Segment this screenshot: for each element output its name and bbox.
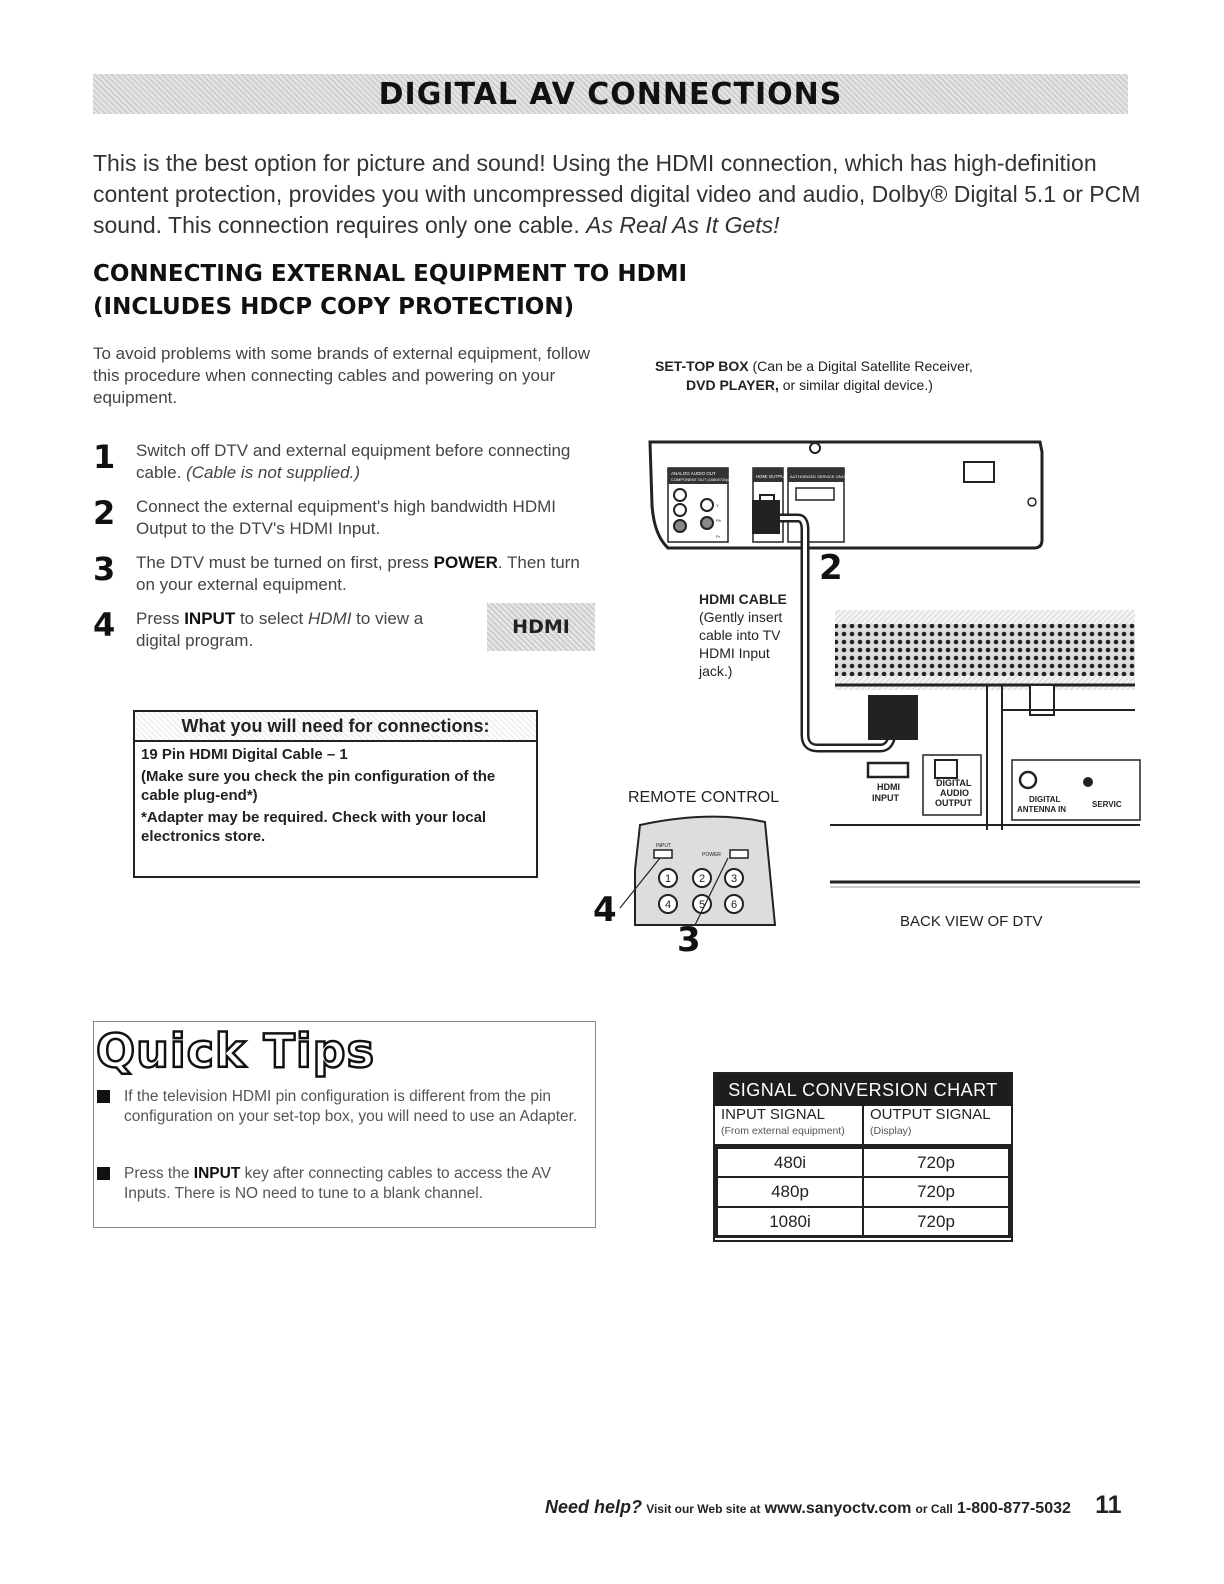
screw-icon — [810, 443, 820, 453]
section-title-line2: (INCLUDES HDCP COPY PROTECTION) — [93, 294, 575, 320]
chart-col-input-sub: (From external equipment) — [721, 1125, 845, 1137]
back-view-caption: BACK VIEW OF DTV — [900, 913, 1043, 930]
hdmi-cable-note-4: jack.) — [699, 663, 733, 679]
step-number: 2 — [93, 494, 116, 532]
requirement-cable: 19 Pin HDMI Digital Cable – 1 — [141, 746, 348, 763]
hdmi-cable-title: HDMI CABLE — [699, 591, 787, 607]
stb-y-label: Y — [716, 503, 719, 508]
page-number: 11 — [1095, 1491, 1122, 1519]
table-row — [718, 1178, 1008, 1205]
chart-col-output-sub: (Display) — [870, 1125, 912, 1137]
footer-need-help: Need help? — [545, 1497, 643, 1517]
table-cell: 720p — [864, 1178, 1008, 1205]
table-cell: 1080i — [718, 1208, 862, 1235]
table-row — [718, 1208, 1008, 1235]
requirements-title: What you will need for connections: — [135, 712, 536, 742]
section-title — [93, 258, 793, 324]
tv-antenna-label-2: ANTENNA IN — [1017, 805, 1067, 814]
intro-tagline: As Real As It Gets! — [586, 212, 780, 238]
tv-audio-label-3: OUTPUT — [935, 798, 972, 808]
stb-audio-jack — [674, 489, 686, 501]
tip-2-post: key after connecting cables to access the AV Inputs. There is NO need to tune to a blank channel. — [124, 1165, 552, 1202]
signal-conversion-chart — [713, 1072, 1013, 1242]
stb-component-label: COMPONENT OUT (1080i/720p/480p) — [671, 477, 740, 482]
screw-icon — [1028, 498, 1036, 506]
footer-phone-number: 1-800-877-5032 — [957, 1500, 1071, 1517]
chart-col-output-label: OUTPUT SIGNAL — [870, 1106, 991, 1123]
settop-box-label — [655, 357, 1055, 375]
step-text: Connect the external equipment's high bandwidth HDMI Output to the DTV's HDMI Input. — [136, 497, 556, 538]
step-1-note: (Cable is not supplied.) — [186, 463, 360, 482]
tip-2-key: INPUT — [193, 1165, 241, 1182]
stb-video-jack — [701, 499, 713, 511]
tip-1-text: If the television HDMI pin configuration is different from the pin configuration on your set-top box, you will need to use an Adapter. — [124, 1088, 578, 1125]
tv-audio-label-1: DIGITAL — [936, 778, 972, 788]
connection-requirements-box — [133, 710, 538, 878]
callout-step-4: 4 — [593, 890, 617, 930]
quick-tips-title: Quick Tips — [96, 1024, 375, 1078]
chart-body — [715, 1146, 1011, 1238]
dvd-player-note: or similar digital device.) — [782, 377, 933, 393]
stb-pr-label: Pr — [716, 534, 720, 539]
tv-optical-port — [935, 760, 957, 778]
bullet-icon — [97, 1167, 110, 1180]
tv-antenna-label-1: DIGITAL — [1029, 795, 1061, 804]
stb-hdmi-output-label: HDMI OUTPUT — [756, 474, 788, 479]
callout-step-3: 3 — [677, 920, 701, 960]
stb-audio-jack — [674, 504, 686, 516]
tip-2-pre: Press the — [124, 1165, 190, 1182]
stb-video-jack — [701, 517, 713, 529]
step-number: 4 — [93, 606, 116, 644]
remote-input-button — [654, 850, 672, 858]
tv-hdmi-label-2: INPUT — [872, 793, 899, 803]
tv-antenna-port — [1020, 772, 1036, 788]
step-number: 3 — [93, 550, 116, 588]
stb-service-label: AUTHORIZED SERVICE ONLY — [790, 474, 847, 479]
footer-visit-text: Visit our Web site at — [646, 1502, 761, 1516]
table-cell: 720p — [864, 1208, 1008, 1235]
remote-control-label: REMOTE CONTROL — [628, 789, 780, 806]
section-title-line1: CONNECTING EXTERNAL EQUIPMENT TO HDMI — [93, 261, 688, 287]
tv-hdmi-label-1: HDMI — [877, 782, 900, 792]
remote-key-5-label: 5 — [698, 899, 706, 911]
settop-box-note: (Can be a Digital Satellite Receiver, — [752, 358, 973, 374]
tv-audio-label-2: AUDIO — [940, 788, 969, 798]
chart-col-output — [864, 1106, 1011, 1144]
hdmi-display-text: HDMI — [512, 616, 570, 638]
remote-key-2-label: 2 — [698, 873, 706, 885]
hdmi-onscreen-display — [487, 603, 595, 651]
hdmi-plug — [752, 500, 780, 534]
remote-key-3-label: 3 — [730, 873, 738, 885]
input-key-label: INPUT — [184, 609, 236, 628]
settop-box-back-panel — [650, 442, 1042, 548]
remote-power-button — [730, 850, 748, 858]
tip-2 — [97, 1164, 592, 1204]
bullet-icon — [97, 1090, 110, 1103]
chart-title: SIGNAL CONVERSION CHART — [715, 1074, 1011, 1106]
power-key-label: POWER — [433, 553, 498, 572]
remote-control-illustration — [620, 817, 775, 925]
table-cell: 480i — [718, 1149, 862, 1176]
step-text — [136, 552, 598, 596]
page-title: DIGITAL AV CONNECTIONS — [378, 76, 843, 112]
dtv-vent-grille — [835, 624, 1135, 676]
hdmi-cable-note-3: HDMI Input — [699, 645, 770, 661]
stb-analog-label: ANALOG AUDIO OUT — [671, 471, 716, 476]
hdmi-cable-label — [699, 590, 819, 680]
remote-power-label: POWER — [702, 852, 721, 858]
hdmi-plug-into-tv — [868, 695, 918, 740]
dvd-player-label — [686, 376, 1046, 394]
step-3-post: . Then turn on your external equipment. — [136, 553, 580, 594]
hdmi-cable-note-1: (Gently insert — [699, 609, 783, 625]
stb-service-port — [796, 488, 834, 500]
step-text — [136, 440, 598, 484]
step-4-post: to view a digital program. — [136, 609, 424, 650]
table-cell: 720p — [864, 1149, 1008, 1176]
intro-paragraph — [93, 148, 1143, 241]
remote-key-1-label: 1 — [664, 873, 672, 885]
chart-col-input-label: INPUT SIGNAL — [721, 1106, 825, 1123]
dvd-player-title: DVD PLAYER, — [686, 377, 779, 393]
step-text — [136, 608, 466, 652]
step-4-mode: HDMI — [307, 609, 352, 628]
page-footer — [545, 1491, 1145, 1520]
remote-input-label: INPUT — [656, 843, 671, 849]
tip-2-text — [124, 1164, 592, 1204]
step-number: 1 — [93, 438, 116, 476]
remote-key-4-label: 4 — [664, 899, 672, 911]
header-banner — [93, 74, 1128, 114]
step-4-mid: to select — [239, 609, 304, 628]
chart-header-row — [715, 1106, 1011, 1146]
chart-col-input — [715, 1106, 864, 1144]
footer-website-link[interactable]: www.sanyoctv.com — [764, 1500, 912, 1517]
requirement-adapter: *Adapter may be required. Check with your local electronics store. — [141, 809, 487, 845]
tv-service-label: SERVIC — [1092, 800, 1122, 809]
requirement-note: (Make sure you check the pin configuration of the cable plug-end*) — [141, 768, 496, 804]
step-4-pre: Press — [136, 609, 180, 628]
step-3-pre: The DTV must be turned on first, press — [136, 553, 429, 572]
settop-box-title: SET-TOP BOX — [655, 358, 749, 374]
remote-key-6-label: 6 — [730, 899, 738, 911]
step-1-text: Switch off DTV and external equipment before connecting cable. — [136, 441, 571, 482]
intro-text: This is the best option for picture and sound! Using the HDMI connection, which has high-definition content protection, provides you with uncompressed digital video and audio, Dolby® Digital 5.1 or PCM sound. This connection requires only one cable. — [93, 150, 1141, 238]
stb-pb-label: Pb — [716, 518, 721, 523]
callout-step-2: 2 — [819, 548, 843, 588]
table-cell: 480p — [718, 1178, 862, 1205]
procedure-text: To avoid problems with some brands of external equipment, follow this procedure when connecting cables and powering on your equipment. — [93, 344, 591, 407]
stb-audio-jack — [674, 520, 686, 532]
tip-1 — [97, 1087, 592, 1127]
footer-or-call: or Call — [915, 1502, 953, 1516]
table-row — [718, 1149, 1008, 1176]
power-connector-icon — [964, 462, 994, 482]
hdmi-cable-note-2: cable into TV — [699, 627, 781, 643]
tv-service-port — [1083, 777, 1093, 787]
tv-hdmi-input-port — [868, 763, 908, 777]
